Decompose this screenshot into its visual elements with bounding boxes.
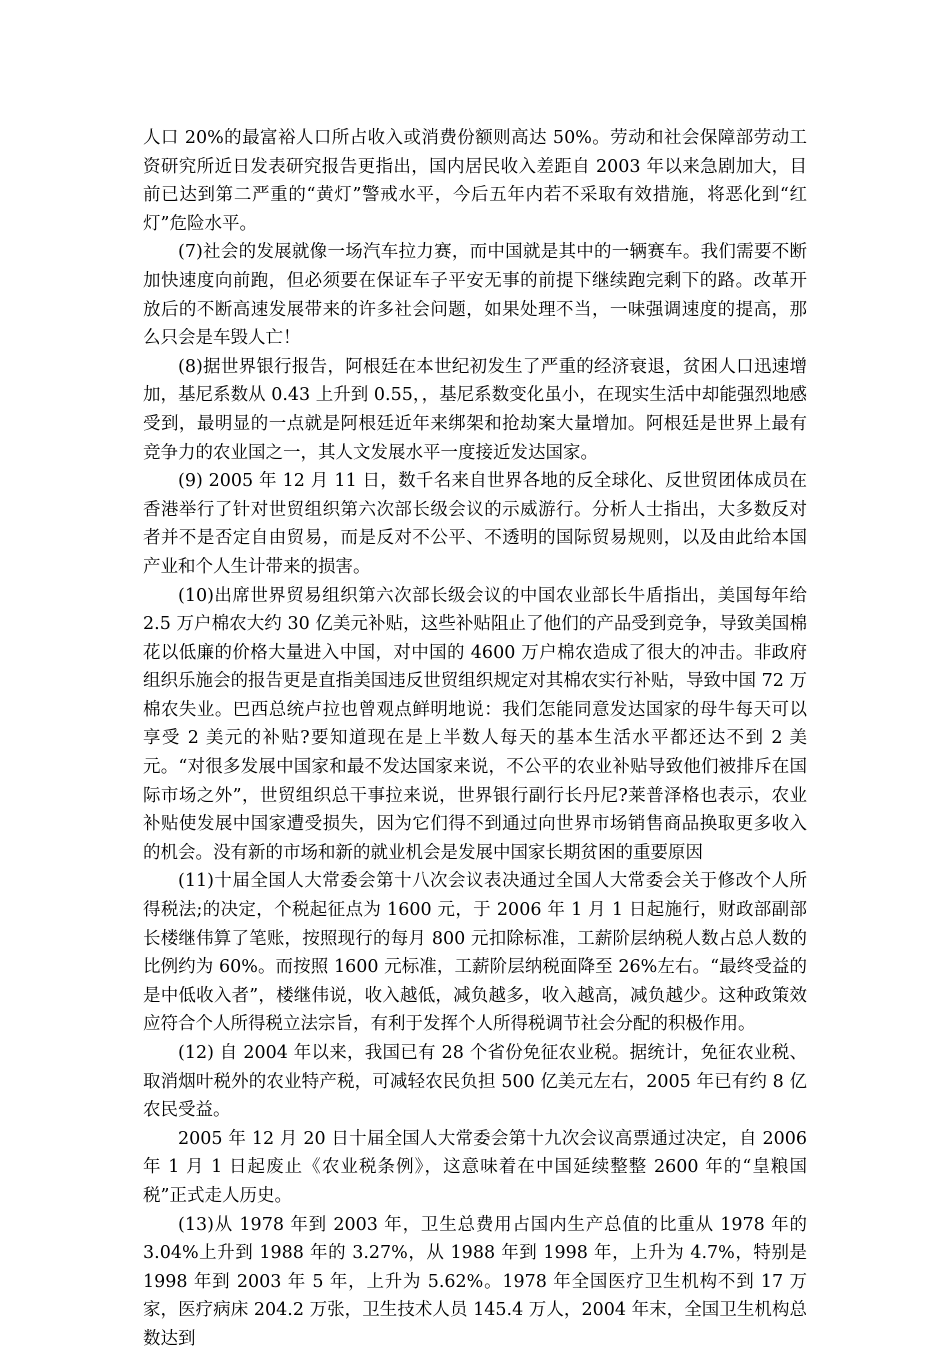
paragraph-9-wto-protest: (9) 2005 年 12 月 11 日，数千名来自世界各地的反全球化、反世贸团体成员在香港举行了针对世贸组织第六次部长级会议的示威游行。分析人士指出，大多数反对者并不是否定自由贸易，而是反对不公平、不透明的国际贸易规则，以及由此给本国产业和个人生计带来的损害。 xyxy=(143,471,807,577)
paragraph-11-income-tax: (11)十届全国人大常委会第十八次会议表决通过全国人大常委会关于修改个人所得税法;的决定，个税起征点为 1600 元，于 2006 年 1 月 1 日起施行，财政部副部长楼继伟算了笔账，按照现行的每月 800 元扣除标准，工薪阶层纳税人数占总人数的比例约为 60%。而按照 1600 元标准，工薪阶层纳税面降至 26%左右。“最终受益的是中低收入者”，楼继伟说，收入越低，减负越多，收入越高，减负越少。这种政策效应符合个人所得税立法宗旨，有利于发挥个人所得税调节社会分配的积极作用。 xyxy=(143,871,807,1035)
paragraph-12-agricultural-tax: (12) 自 2004 年以来，我国已有 28 个省份免征农业税。据统计，免征农业税、取消烟叶税外的农业特产税，可减轻农民负担 500 亿美元左右，2005 年已有约 8 亿农民受益。 xyxy=(143,1043,807,1121)
paragraph-income-gap: 人口 20%的最富裕人口所占收入或消费份额则高达 50%。劳动和社会保障部劳动工资研究所近日发表研究报告更指出，国内居民收入差距自 2003 年以来急剧加大，目前已达到第二严重的“黄灯”警戒水平，今后五年内若不采取有效措施，将恶化到“红灯”危险水平。 xyxy=(143,128,807,234)
paragraph-7-rally-race: (7)社会的发展就像一场汽车拉力赛，而中国就是其中的一辆赛车。我们需要不断加快速度向前跑，但必须要在保证车子平安无事的前提下继续跑完剩下的路。改革开放后的不断高速发展带来的许多社会问题，如果处理不当，一味强调速度的提高，那么只会是车毁人亡！ xyxy=(143,242,807,349)
paragraph-13-health-expenditure: (13)从 1978 年到 2003 年，卫生总费用占国内生产总值的比重从 1978 年的 3.04%上升到 1988 年的 3.27%，从 1988 年到 1998 年，上升为 4.7%，特别是 1998 年到 2003 年 5 年，上升为 5.62%。1978 年全国医疗卫生机构不到 17 万家，医疗病床 204.2 万张，卫生技术人员 145.4 万人，2004 年末，全国卫生机构总数达到 xyxy=(143,1214,807,1349)
paragraph-10-cotton-subsidy: (10)出席世界贸易组织第六次部长级会议的中国农业部长牛盾指出，美国每年给 2.5 万户棉农大约 30 亿美元补贴，这些补贴阻止了他们的产品受到竞争，导致美国棉花以低廉的价格大量进入中国，对中国的 4600 万户棉农造成了很大的冲击。非政府组织乐施会的报告更是直指美国违反世贸组织规定对其棉农实行补贴，导致中国 72 万棉农失业。巴西总统卢拉也曾观点鲜明地说：我们怎能同意发达国家的母牛每天可以享受 2 美元的补贴?要知道现在是上半数人每天的基本生活水平都还达不到 2 美元。“对很多发展中国家和最不发达国家来说，不公平的农业补贴导致他们被排斥在国际市场之外”，世贸组织总干事拉来说，世界银行副行长丹尼?莱普泽格也表示，农业补贴使发展中国家遭受损失，因为它们得不到通过向世界市场销售商品换取更多收入的机会。没有新的市场和新的就业机会是发展中国家长期贫困的重要原因 xyxy=(143,585,807,863)
paragraph-8-argentina: (8)据世界银行报告，阿根廷在本世纪初发生了严重的经济衰退，贫困人口迅速增加，基尼系数从 0.43 上升到 0.55，，基尼系数变化虽小，在现实生活中却能强烈地感受到，最明显的一点就是阿根廷近年来绑架和抢劫案大量增加。阿根廷是世界上最有竞争力的农业国之一，其人文发展水平一度接近发达国家。 xyxy=(143,356,807,463)
document-page xyxy=(143,124,807,1354)
paragraph-agricultural-tax-abolished: 2005 年 12 月 20 日十届全国人大常委会第十九次会议高票通过决定，自 2006 年 1 月 1 日起废止《农业税条例》，这意味着在中国延续整整 2600 年的“皇粮国税”正式走人历史。 xyxy=(143,1128,807,1206)
